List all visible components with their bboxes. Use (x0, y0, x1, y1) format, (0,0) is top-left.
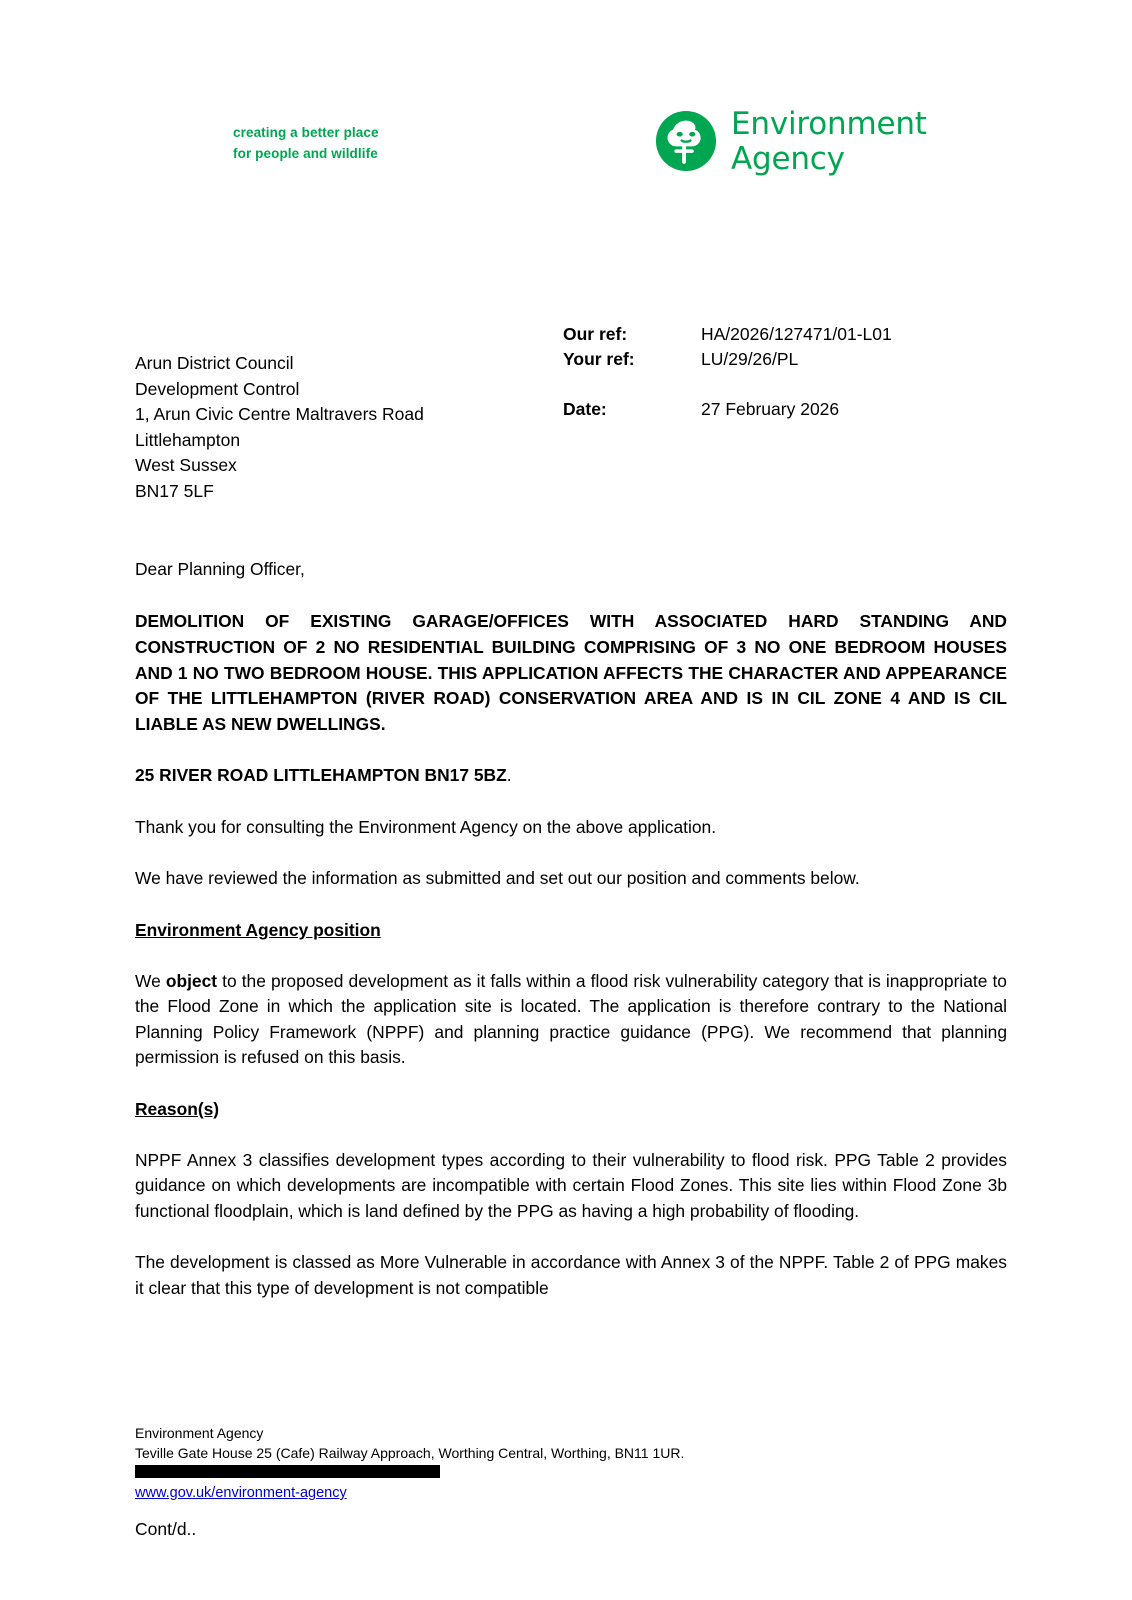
your-ref-value: LU/29/26/PL (701, 349, 799, 369)
redaction-bar (135, 1465, 440, 1478)
address-line-6: BN17 5LF (135, 480, 214, 501)
address-line-2: Development Control (135, 378, 300, 399)
position-pre-text: We (135, 971, 166, 991)
position-post-text: to the proposed development as it falls within a flood risk vulnerability category that is inappropriate to the Flood Zone in which the application site is located. The application is therefore contrary to the National Planning Policy Framework (NPPF) and planning practice guidance (PPG). We recommend that planning permission is refused on this basis. (135, 971, 1007, 1068)
reason-paragraph-1: NPPF Annex 3 classifies development types according to their vulnerability to flood risk. PPG Table 2 provides guidance on which developments are incompatible with certain Flood Zones. This site lies within Flood Zone 3b functional floodplain, which is land defined by the PPG as having a high probability of flooding. (135, 1150, 1007, 1221)
our-ref-value: HA/2026/127471/01-L01 (701, 324, 892, 344)
application-subject: DEMOLITION OF EXISTING GARAGE/OFFICES WITH ASSOCIATED HARD STANDING AND CONSTRUCTION OF 2 NO RESIDENTIAL BUILDING COMPRISING OF 3 NO ONE BEDROOM HOUSES AND 1 NO TWO BEDROOM HOUSE. THIS APPLICATION AFFECTS THE CHARACTER AND APPEARANCE OF THE LITTLEHAMPTON (RIVER ROAD) CONSERVATION AREA AND IS IN CIL ZONE 4 AND IS CIL LIABLE AS NEW DWELLINGS. (135, 611, 1007, 734)
environment-agency-website-link[interactable]: www.gov.uk/environment-agency (135, 1485, 347, 1501)
environment-agency-logo (655, 108, 927, 176)
address-line-1: Arun District Council (135, 353, 294, 373)
reasons-heading: Reason(s) (135, 1098, 220, 1119)
thanks-paragraph: Thank you for consulting the Environment Agency on the above application. (135, 816, 717, 837)
object-emphasis: object (165, 971, 218, 991)
our-ref-row (563, 322, 1013, 347)
reviewed-paragraph: We have reviewed the information as submitted and set out our position and comments below. (135, 868, 860, 889)
reference-block (563, 322, 1013, 422)
footer-org: Environment Agency (135, 1425, 264, 1441)
tagline-line-1: creating a better place (233, 125, 379, 140)
site-address (135, 763, 1007, 788)
footer-address: Teville Gate House 25 (Cafe) Railway Approach, Worthing Central, Worthing, BN11 1UR. (135, 1445, 685, 1461)
your-ref-label: Your ref: (563, 349, 635, 369)
our-ref-label: Our ref: (563, 324, 628, 344)
tagline-line-2: for people and wildlife (233, 146, 378, 161)
salutation: Dear Planning Officer, (135, 559, 305, 579)
brand-line-1: Environment (731, 106, 927, 142)
date-row (563, 397, 1013, 422)
letterhead (0, 108, 1132, 188)
position-paragraph (135, 969, 1007, 1071)
position-heading: Environment Agency position (135, 919, 381, 940)
site-address-suffix: . (506, 765, 512, 786)
address-line-3: 1, Arun Civic Centre Maltravers Road (135, 404, 424, 424)
date-label: Date: (563, 399, 607, 419)
recipient-address (135, 351, 424, 504)
site-address-text: 25 RIVER ROAD LITTLEHAMPTON BN17 5BZ (135, 765, 507, 786)
page-footer (135, 1424, 1015, 1503)
continuation-marker: Cont/d.. (135, 1519, 197, 1539)
date-value: 27 February 2026 (701, 399, 840, 419)
letter-body (135, 557, 1007, 1301)
address-line-4: Littlehampton (135, 429, 241, 450)
brand-line-2: Agency (731, 141, 845, 177)
address-line-5: West Sussex (135, 455, 237, 475)
brand-wordmark (731, 108, 927, 176)
your-ref-row (563, 347, 1013, 372)
tree-logo-icon (655, 110, 717, 172)
tagline (233, 122, 379, 164)
reason-paragraph-2: The development is classed as More Vulnerable in accordance with Annex 3 of the NPPF. Table 2 of PPG makes it clear that this type of development is not compatible (135, 1252, 1007, 1298)
